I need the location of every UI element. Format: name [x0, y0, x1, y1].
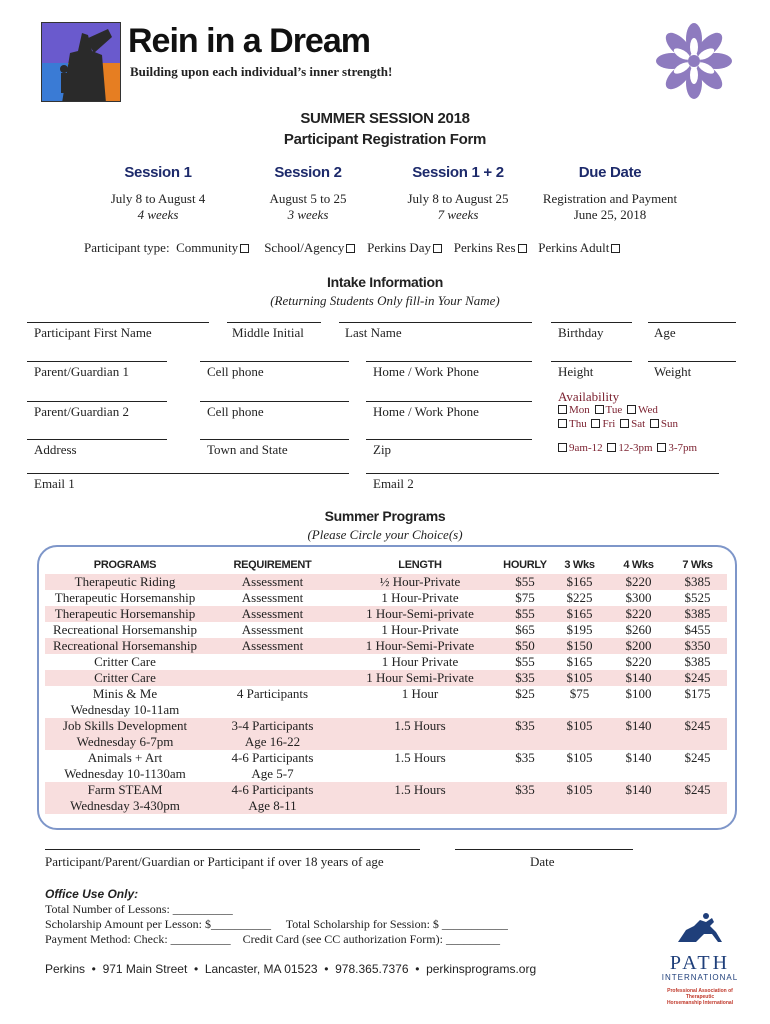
program-row	[45, 638, 727, 654]
availability-times	[556, 442, 697, 454]
email2-label: Email 2	[373, 476, 414, 491]
program-cell: Therapeutic Horsemanship	[54, 590, 196, 605]
footer-web[interactable]: perkinsprograms.org	[426, 962, 537, 976]
participant-type-school: School/Agency	[264, 240, 345, 255]
length-cell: 1 Hour-Private	[381, 590, 459, 605]
program-cell: Job Skills Development Wednesday 6-7pm	[45, 718, 205, 750]
programs-subtitle: (Please Circle your Choice(s)	[307, 527, 463, 542]
fri-checkbox[interactable]	[591, 419, 600, 428]
price-7wks-cell: $245	[668, 782, 727, 814]
price-3wks-cell: $195	[566, 622, 593, 637]
price-7wks-cell: $385	[684, 654, 711, 669]
length-cell: 1 Hour-Semi-private	[340, 606, 500, 622]
wed-label: Wed	[638, 404, 658, 416]
price-7wks-cell: $525	[684, 590, 711, 605]
session-1-2-title: Session 1 + 2	[412, 164, 504, 181]
header-length: LENGTH	[398, 559, 442, 571]
program-cell: Critter Care	[94, 654, 156, 669]
office-payment-cc: Credit Card (see CC authorization Form): _________	[242, 932, 500, 946]
footer-address: Perkins • 971 Main Street • Lancaster, MA 01523 • 978.365.7376 • perkinsprograms.org	[45, 962, 537, 976]
session-2-title: Session 2	[274, 164, 342, 181]
program-row	[45, 670, 727, 686]
age-line[interactable]	[648, 322, 736, 323]
session-2-block	[233, 164, 383, 223]
height-line[interactable]	[551, 361, 632, 362]
hourly-cell: $75	[515, 590, 535, 605]
office-use-block	[45, 887, 508, 947]
perkins-res-checkbox[interactable]	[518, 244, 527, 253]
program-cell: Recreational Horsemanship	[45, 638, 205, 654]
length-cell: 1 Hour Semi-Private	[340, 670, 500, 686]
hourly-cell: $55	[500, 606, 550, 622]
header-programs: PROGRAMS	[93, 559, 157, 571]
program-row	[45, 622, 727, 638]
requirement-cell: 3-4 Participants Age 16-22	[205, 718, 340, 750]
participant-type-perkins-day: Perkins Day	[367, 240, 432, 255]
office-scholarship-total: Total Scholarship for Session: $ ___________	[285, 917, 508, 931]
price-4wks-cell: $140	[609, 718, 668, 750]
price-3wks-cell: $165	[550, 606, 609, 622]
participant-type-community: Community	[176, 240, 239, 255]
zip-line[interactable]	[366, 439, 532, 440]
school-agency-checkbox[interactable]	[346, 244, 355, 253]
price-7wks-cell: $385	[668, 606, 727, 622]
parent2-label: Parent/Guardian 2	[34, 404, 129, 419]
perkins-day-checkbox[interactable]	[433, 244, 442, 253]
requirement-cell	[205, 670, 340, 686]
intake-subtitle: (Returning Students Only fill-in Your Name)	[270, 293, 500, 308]
length-cell: 1 Hour-Semi-Private	[340, 638, 500, 654]
sat-checkbox[interactable]	[620, 419, 629, 428]
price-7wks-cell: $350	[668, 638, 727, 654]
header-hourly: HOURLY	[503, 559, 547, 571]
signature-line[interactable]	[45, 849, 420, 850]
price-3wks-cell: $75	[569, 686, 590, 701]
price-7wks-cell: $245	[668, 718, 727, 750]
cell2-line[interactable]	[200, 401, 349, 402]
path-caption-1: Professional Association of Therapeutic	[667, 988, 733, 1000]
perkins-adult-checkbox[interactable]	[611, 244, 620, 253]
hourly-cell: $50	[500, 638, 550, 654]
sun-checkbox[interactable]	[650, 419, 659, 428]
mon-label: Mon	[569, 404, 590, 416]
price-7wks-cell: $385	[668, 574, 727, 590]
hourly-cell: $35	[500, 782, 550, 814]
length-cell: 1.5 Hours	[394, 750, 446, 765]
sun-label: Sun	[660, 418, 679, 430]
price-7wks-cell: $455	[684, 622, 711, 637]
office-use-title: Office Use Only:	[45, 887, 139, 901]
price-4wks-cell: $140	[609, 782, 668, 814]
email1-line[interactable]	[27, 473, 349, 474]
footer-org: Perkins	[45, 962, 86, 976]
program-row	[45, 574, 727, 590]
parent1-label: Parent/Guardian 1	[34, 364, 129, 379]
price-4wks-cell: $200	[609, 638, 668, 654]
requirement-cell: Assessment	[205, 638, 340, 654]
address-line[interactable]	[27, 439, 167, 440]
height-label: Height	[558, 364, 594, 379]
program-cell: Critter Care	[45, 670, 205, 686]
due-date-block	[525, 164, 695, 223]
weight-label: Weight	[654, 364, 692, 379]
program-row	[45, 686, 727, 718]
header-4wks: 4 Wks	[623, 559, 654, 571]
footer-city: Lancaster, MA 01523	[204, 962, 318, 976]
office-payment-check: Payment Method: Check: __________	[45, 932, 231, 946]
middle-initial-label: Middle Initial	[232, 325, 304, 340]
participant-type-perkins-res: Perkins Res	[453, 240, 516, 255]
price-7wks-cell: $245	[684, 750, 711, 765]
due-date-value: June 25, 2018	[573, 207, 647, 222]
footer-street: 971 Main Street	[102, 962, 188, 976]
requirement-cell: Assessment	[241, 622, 304, 637]
availability-label: Availability	[558, 389, 620, 404]
price-3wks-cell: $105	[566, 750, 593, 765]
requirement-cell: 4-6 Participants Age 5-7	[231, 750, 314, 781]
price-3wks-cell: $105	[550, 782, 609, 814]
availability-row2	[556, 418, 678, 430]
program-cell: Minis & Me Wednesday 10-11am	[70, 686, 180, 717]
phone2-line[interactable]	[366, 401, 532, 402]
length-cell: 1 Hour-Private	[381, 622, 459, 637]
hourly-cell: $65	[515, 622, 535, 637]
office-total-lessons: Total Number of Lessons: __________	[45, 902, 233, 916]
price-3wks-cell: $105	[550, 670, 609, 686]
requirement-cell: 4-6 Participants Age 8-11	[205, 782, 340, 814]
price-3wks-cell: $225	[566, 590, 593, 605]
horse-rider-icon	[670, 912, 730, 948]
price-4wks-cell: $140	[609, 670, 668, 686]
program-cell: Recreational Horsemanship	[52, 622, 198, 637]
program-row	[45, 782, 727, 814]
office-scholarship-amount: Scholarship Amount per Lesson: $__________	[45, 917, 271, 931]
session-2-weeks: 3 weeks	[287, 207, 329, 222]
session-2-dates: August 5 to 25	[269, 191, 347, 206]
program-row	[45, 750, 727, 782]
price-7wks-cell: $175	[684, 686, 711, 701]
program-row	[45, 606, 727, 622]
requirement-cell: Assessment	[241, 590, 304, 605]
hourly-cell: $35	[515, 750, 535, 765]
org-name: Rein in a Dream	[128, 22, 370, 60]
first-name-label: Participant First Name	[34, 325, 152, 340]
office-scholarship-row	[45, 917, 508, 932]
program-row	[45, 654, 727, 670]
footer-phone: 978.365.7376	[335, 962, 409, 976]
time-9am-checkbox[interactable]	[558, 443, 567, 452]
parent1-line[interactable]	[27, 361, 167, 362]
intake-title: Intake Information	[327, 274, 443, 290]
participant-type-perkins-adult: Perkins Adult	[538, 240, 610, 255]
availability-row1	[556, 404, 658, 416]
price-4wks-cell: $140	[625, 750, 652, 765]
office-payment-row	[45, 932, 508, 947]
hourly-cell: $55	[515, 654, 535, 669]
tue-label: Tue	[605, 404, 623, 416]
session-1-2-weeks: 7 weeks	[437, 207, 479, 222]
price-3wks-cell: $150	[550, 638, 609, 654]
program-cell: Therapeutic Riding	[45, 574, 205, 590]
date-label: Date	[530, 854, 555, 869]
signature-label: Participant/Parent/Guardian or Participant if over 18 years of age	[45, 854, 384, 869]
price-3wks-cell: $165	[550, 574, 609, 590]
program-cell: Farm STEAM Wednesday 3-430pm	[45, 782, 205, 814]
header-3wks: 3 Wks	[564, 559, 595, 571]
birthday-line[interactable]	[551, 322, 632, 323]
due-date-text: Registration and Payment	[542, 191, 678, 206]
price-4wks-cell: $100	[625, 686, 652, 701]
age-label: Age	[654, 325, 676, 340]
zip-label: Zip	[373, 442, 392, 457]
session-1-weeks: 4 weeks	[137, 207, 179, 222]
header-requirement: REQUIREMENT	[233, 559, 312, 571]
programs-title: Summer Programs	[324, 508, 446, 524]
program-row	[45, 590, 727, 606]
hourly-cell: $35	[500, 670, 550, 686]
phone1-line[interactable]	[366, 361, 532, 362]
length-cell: ½ Hour-Private	[340, 574, 500, 590]
community-checkbox[interactable]	[240, 244, 249, 253]
middle-initial-line[interactable]	[227, 322, 321, 323]
wed-checkbox[interactable]	[627, 405, 636, 414]
programs-table	[45, 556, 727, 814]
due-date-title: Due Date	[578, 164, 642, 181]
form-title-registration: Participant Registration Form	[283, 131, 487, 148]
path-word: PATH	[669, 952, 731, 974]
cell1-line[interactable]	[200, 361, 349, 362]
fri-label: Fri	[602, 418, 616, 430]
tagline: Building upon each individual’s inner strength!	[130, 64, 393, 79]
tue-checkbox[interactable]	[595, 405, 604, 414]
sat-label: Sat	[631, 418, 646, 430]
last-name-label: Last Name	[345, 325, 402, 340]
length-cell: 1.5 Hours	[340, 718, 500, 750]
time-3pm-label: 3-7pm	[668, 442, 698, 454]
date-line[interactable]	[455, 849, 633, 850]
last-name-line[interactable]	[339, 322, 532, 323]
length-cell: 1.5 Hours	[340, 782, 500, 814]
birthday-label: Birthday	[558, 325, 604, 340]
session-1-2-block	[383, 164, 533, 223]
phone2-label: Home / Work Phone	[373, 404, 479, 419]
time-3pm-checkbox[interactable]	[657, 443, 666, 452]
requirement-cell: Assessment	[205, 606, 340, 622]
price-4wks-cell: $220	[609, 606, 668, 622]
participant-type-label: Participant type:	[84, 240, 170, 255]
price-4wks-cell: $220	[625, 654, 652, 669]
thu-checkbox[interactable]	[558, 419, 567, 428]
path-sub: INTERNATIONAL	[661, 973, 739, 982]
cell1-label: Cell phone	[207, 364, 264, 379]
time-9am-label: 9am-12	[569, 442, 603, 454]
requirement-cell	[205, 654, 340, 670]
phone1-label: Home / Work Phone	[373, 364, 479, 379]
requirement-cell: Assessment	[205, 574, 340, 590]
session-1-title: Session 1	[124, 164, 192, 181]
price-3wks-cell: $105	[550, 718, 609, 750]
weight-line[interactable]	[648, 361, 736, 362]
form-title-session: SUMMER SESSION 2018	[300, 110, 470, 127]
hourly-cell: $25	[515, 686, 535, 701]
session-1-block	[83, 164, 233, 223]
town-state-label: Town and State	[207, 442, 288, 457]
mon-checkbox[interactable]	[558, 405, 567, 414]
price-4wks-cell: $220	[609, 574, 668, 590]
hourly-cell: $35	[500, 718, 550, 750]
header-7wks: 7 Wks	[682, 559, 713, 571]
email1-label: Email 1	[34, 476, 75, 491]
time-12pm-checkbox[interactable]	[607, 443, 616, 452]
first-name-line[interactable]	[27, 322, 209, 323]
lotus-logo-icon	[655, 22, 733, 100]
price-7wks-cell: $245	[668, 670, 727, 686]
path-logo	[655, 912, 745, 1012]
parent2-line[interactable]	[27, 401, 167, 402]
path-caption-2: Horsemanship International	[666, 1000, 734, 1006]
length-cell: 1 Hour	[401, 686, 439, 701]
thu-label: Thu	[569, 418, 587, 430]
participant-type-row	[84, 240, 622, 256]
hourly-cell: $55	[500, 574, 550, 590]
price-3wks-cell: $165	[566, 654, 593, 669]
cell2-label: Cell phone	[207, 404, 264, 419]
address-label: Address	[34, 442, 77, 457]
programs-header-row	[45, 556, 727, 574]
program-row	[45, 718, 727, 750]
time-12pm-label: 12-3pm	[618, 442, 653, 454]
price-4wks-cell: $260	[625, 622, 652, 637]
session-1-dates: July 8 to August 4	[110, 191, 206, 206]
program-cell: Therapeutic Horsemanship	[45, 606, 205, 622]
program-cell: Animals + Art Wednesday 10-1130am	[64, 750, 186, 781]
rein-logo-image	[41, 22, 121, 102]
session-1-2-dates: July 8 to August 25	[407, 191, 509, 206]
town-state-line[interactable]	[200, 439, 349, 440]
email2-line[interactable]	[366, 473, 719, 474]
length-cell: 1 Hour Private	[381, 654, 459, 669]
requirement-cell: 4 Participants	[236, 686, 309, 701]
price-4wks-cell: $300	[625, 590, 652, 605]
